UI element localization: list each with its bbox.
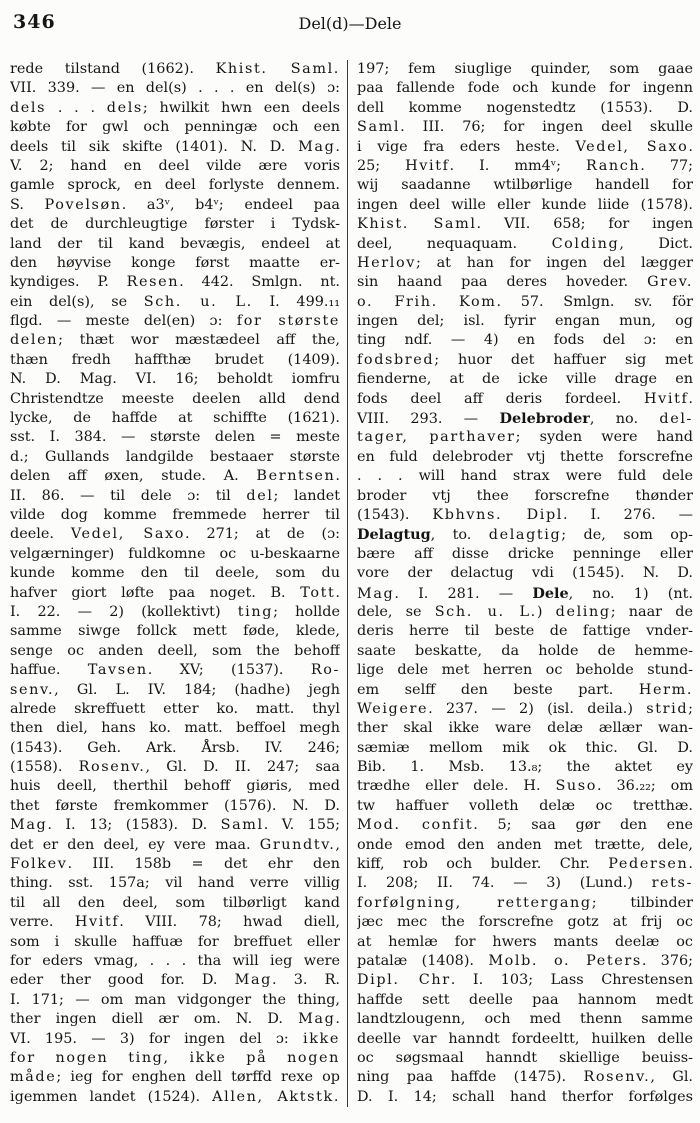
text-line: gamle sprock, en deel forlyste dennem. <box>10 177 340 194</box>
text-line: ther ingen diell ær om. N. D. Mag. <box>10 1011 340 1028</box>
text-line: Mag. I. 13; (1583). D. Saml. V. 155; <box>10 817 340 834</box>
text-line: deris herre til beste de fattige vnder- <box>357 623 693 640</box>
text-line: kunde komme den til deele, som du <box>10 565 340 582</box>
text-line: forfølgning, rettergang; tilbinder <box>357 894 693 911</box>
text-line: ting ndf. — 4) en fods del ɔ: en <box>357 332 693 349</box>
text-line: Khist. Saml. VII. 658; for ingen <box>357 216 693 233</box>
text-line: senge oc anden deell, som the behoff <box>10 642 340 659</box>
text-line: den høyvise konge først maatte er- <box>10 254 340 271</box>
text-line: S. Povelsøn. a3ᵛ, b4ᵛ; endeel paa <box>10 196 340 213</box>
text-line: samme siwge follck mett føde, klede, <box>10 623 340 640</box>
text-line: eder ther good for. D. Mag. 3. R. <box>10 972 340 989</box>
text-line: ther skal ikke ware delæ ællær wan- <box>357 720 693 737</box>
text-line: deel, nequaquam. Colding, Dict. <box>357 235 693 252</box>
text-line: velgærninger) fuldkomne oc u-beskaarne <box>10 545 340 562</box>
text-line: delen aff øxen, stude. A. Berntsen. <box>10 468 340 485</box>
text-line: rede tilstand (1662). Khist. Saml. <box>10 61 340 77</box>
text-line: købte for gwl och penningæ och een <box>10 119 340 136</box>
text-line: Delagtug, to. delagtig; de, som op- <box>357 526 693 544</box>
column-divider-rule <box>347 60 348 1107</box>
text-line: thing. sst. 157a; vil hand verre villig <box>10 875 340 892</box>
text-line: hafver giort løfte paa noget. B. Tott. <box>10 584 340 601</box>
text-line: jæc mec the forscrefne gotz at frij oc <box>357 914 693 931</box>
text-line: kyndiges. P. Resen. 442. Smlgn. nt. <box>10 274 340 291</box>
text-line: thæn fredh haffthæ brudet (1409). <box>10 351 340 368</box>
text-line: vilde dog komme fremmede herrer til <box>10 506 340 523</box>
text-line: 25; Hvitf. I. mm4ᵛ; Ranch. 77; <box>357 157 693 174</box>
text-line: dell komme nogenstedtz (1553). D. <box>357 99 693 116</box>
text-line: D. I. 14; schall hand therfor forfølges <box>357 1088 693 1105</box>
text-line: landtzlougenn, och med thenn samme <box>357 1011 693 1028</box>
text-line: huis deell, therthil behoff giøris, med <box>10 778 340 795</box>
text-line: igemmen landet (1524). Allen, Aktstk. <box>10 1088 340 1105</box>
text-line: måde; ieg for enghen dell tørffd rexe op <box>10 1069 340 1086</box>
text-line: det de durchleugtige førster i Tydsk- <box>10 216 340 233</box>
text-line: for eders vmag, . . . tha will ieg were <box>10 952 340 969</box>
text-line: kiff, rob och bulder. Chr. Pedersen. <box>357 856 693 873</box>
text-line: Mag. I. 281. — Dele, no. 1) (nt. <box>357 584 693 602</box>
text-line: fienderne, at de icke ville drage en <box>357 371 693 388</box>
text-line: Mod. confit. 5; saa gør den ene <box>357 817 693 834</box>
text-line: sæmiæ mellom mik ok thic. Gl. D. <box>357 739 693 756</box>
text-line: ingen del; isl. fyrir engan mun, og <box>357 313 693 330</box>
text-line: land der til kand bevægis, endeel at <box>10 235 340 252</box>
text-line: oc søgsmaal hanndt skiellige beuiss- <box>357 1049 693 1066</box>
text-line: det er den deel, ey vere maa. Grundtv., <box>10 836 340 853</box>
text-line: I. 171; — om man vidgonger the thing, <box>10 991 340 1008</box>
text-line: fodsbred; huor det haffuer sig met <box>357 351 693 368</box>
text-line: tager, parthaver; syden were hand <box>357 429 693 446</box>
text-line: dels . . . dels; hwilkit hwn een deels <box>10 99 340 116</box>
text-line: (1543). Kbhvns. Dipl. I. 276. — <box>357 506 693 523</box>
text-line: tw haffuer volleth delæ oc tretthæ. <box>357 797 693 814</box>
text-line: Saml. III. 76; for ingen deel skulle <box>357 119 693 136</box>
text-line: VI. 195. — 3) for ingen del ɔ: ikke <box>10 1030 340 1047</box>
text-line: Folkev. III. 158b = det ehr den <box>10 856 340 873</box>
text-line: Dipl. Chr. I. 103; Lass Chrestensen <box>357 972 693 989</box>
text-line: bære aff disse dricke penninge eller <box>357 545 693 562</box>
text-line: broder vtj thee forscrefne thønder <box>357 487 693 504</box>
text-columns <box>10 60 693 1107</box>
text-line: ein del(s), se Sch. u. L. I. 499.₁₁ <box>10 293 340 310</box>
text-line: onde emod den anden met trætte, dele, <box>357 836 693 853</box>
text-line: I. 22. — 2) (kollektivt) ting; hollde <box>10 603 340 620</box>
text-line: VIII. 293. — Delebroder, no. del- <box>357 410 693 428</box>
text-line: Herlov; at han for ingen del lægger <box>357 254 693 271</box>
text-line: . . . will hand strax were fuld dele <box>357 468 693 485</box>
right-column <box>357 60 693 1107</box>
text-line: then diel, hans ko. matt. beffoel megh <box>10 720 340 737</box>
text-line: paa fallende fode och kunde for ingenn <box>357 80 693 97</box>
text-line: delen; thæt wor mæstædeel aff the, <box>10 332 340 349</box>
text-line: Weigere. 237. — 2) (isl. deila.) strid; <box>357 700 693 717</box>
text-line: som i skulle haffuæ for breffuet eller <box>10 933 340 950</box>
text-line: for nogen ting, ikke på nogen <box>10 1049 340 1066</box>
page-number: 346 <box>13 11 56 33</box>
text-line: trædhe eller dele. H. Suso. 36.₂₂; om <box>357 778 693 795</box>
text-line: saate beskatte, da holde de hemme- <box>357 642 693 659</box>
text-line: sin haand paa deres hoveder. Grev. <box>357 274 693 291</box>
text-line: i vige fra eders heste. Vedel, Saxo. <box>357 138 693 155</box>
text-line: em selff den beste part. Herm. <box>357 681 693 698</box>
text-line: at hemlæ for hwers mants deelæ oc <box>357 933 693 950</box>
text-line: V. 2; hand en deel vilde ære voris <box>10 157 340 174</box>
text-line: til all den deel, som tilbørligt kand <box>10 894 340 911</box>
text-line: VII. 339. — en del(s) . . . en del(s) ɔ: <box>10 80 340 97</box>
text-line: deelle var hanndt fordeeltt, huilken delle <box>357 1030 693 1047</box>
text-line: (1558). Rosenv., Gl. D. II. 247; saa <box>10 759 340 776</box>
text-line: alrede skreffuett etter ko. matt. thyl <box>10 700 340 717</box>
text-line: haffde sett deelle paa hannom medt <box>357 991 693 1008</box>
text-line: dele, se Sch. u. L.) deling; naar de <box>357 603 693 620</box>
text-line: deels til sik skifte (1401). N. D. Mag. <box>10 138 340 155</box>
text-line: N. D. Mag. VI. 16; beholdt iomfru <box>10 371 340 388</box>
text-line: thet første fremkommer (1576). N. D. <box>10 797 340 814</box>
text-line: Bib. 1. Msb. 13.₈; the aktet ey <box>357 759 693 776</box>
text-line: patalæ (1408). Molb. o. Peters. 376; <box>357 952 693 969</box>
text-line: I. 208; II. 74. — 3) (Lund.) rets- <box>357 875 693 892</box>
text-line: vore der delactug vdi (1545). N. D. <box>357 565 693 582</box>
text-line: haffue. Tavsen. XV; (1537). Ro- <box>10 662 340 679</box>
text-line: (1543). Geh. Ark. Årsb. IV. 246; <box>10 739 340 756</box>
running-title: Del(d)—Dele <box>298 14 402 33</box>
text-line: d.; Gullands landgilde bestaaer største <box>10 448 340 465</box>
left-column <box>10 60 340 1107</box>
text-line: senv., Gl. L. IV. 184; (hadhe) jegh <box>10 681 340 698</box>
text-line: wij saadanne wtilbørlige handell for <box>357 177 693 194</box>
text-line: 197; fem siuglige quinder, som gaae <box>357 61 693 77</box>
text-line: deele. Vedel, Saxo. 271; at de (ɔ: <box>10 526 340 543</box>
text-line: flgd. — meste del(en) ɔ: for største <box>10 313 340 330</box>
text-line: o. Frih. Kom. 57. Smlgn. sv. för <box>357 293 693 310</box>
text-line: verre. Hvitf. VIII. 78; hwad diell, <box>10 914 340 931</box>
text-line: Christendtze meeste deelen alld dend <box>10 390 340 407</box>
text-line: ning paa haffde (1475). Rosenv., Gl. <box>357 1069 693 1086</box>
text-line: ingen deel wille eller kunde liide (1578). <box>357 196 693 213</box>
text-line: lige dele met herren oc beholde stund- <box>357 662 693 679</box>
text-line: sst. I. 384. — største delen = meste <box>10 429 340 446</box>
text-line: II. 86. — til dele ɔ: til del; landet <box>10 487 340 504</box>
text-line: fods deel aff deris fordeel. Hvitf. <box>357 390 693 407</box>
text-line: en fuld delebroder vtj thette forscrefne <box>357 448 693 465</box>
text-line: lycke, de haffde at schiffte (1621). <box>10 410 340 427</box>
